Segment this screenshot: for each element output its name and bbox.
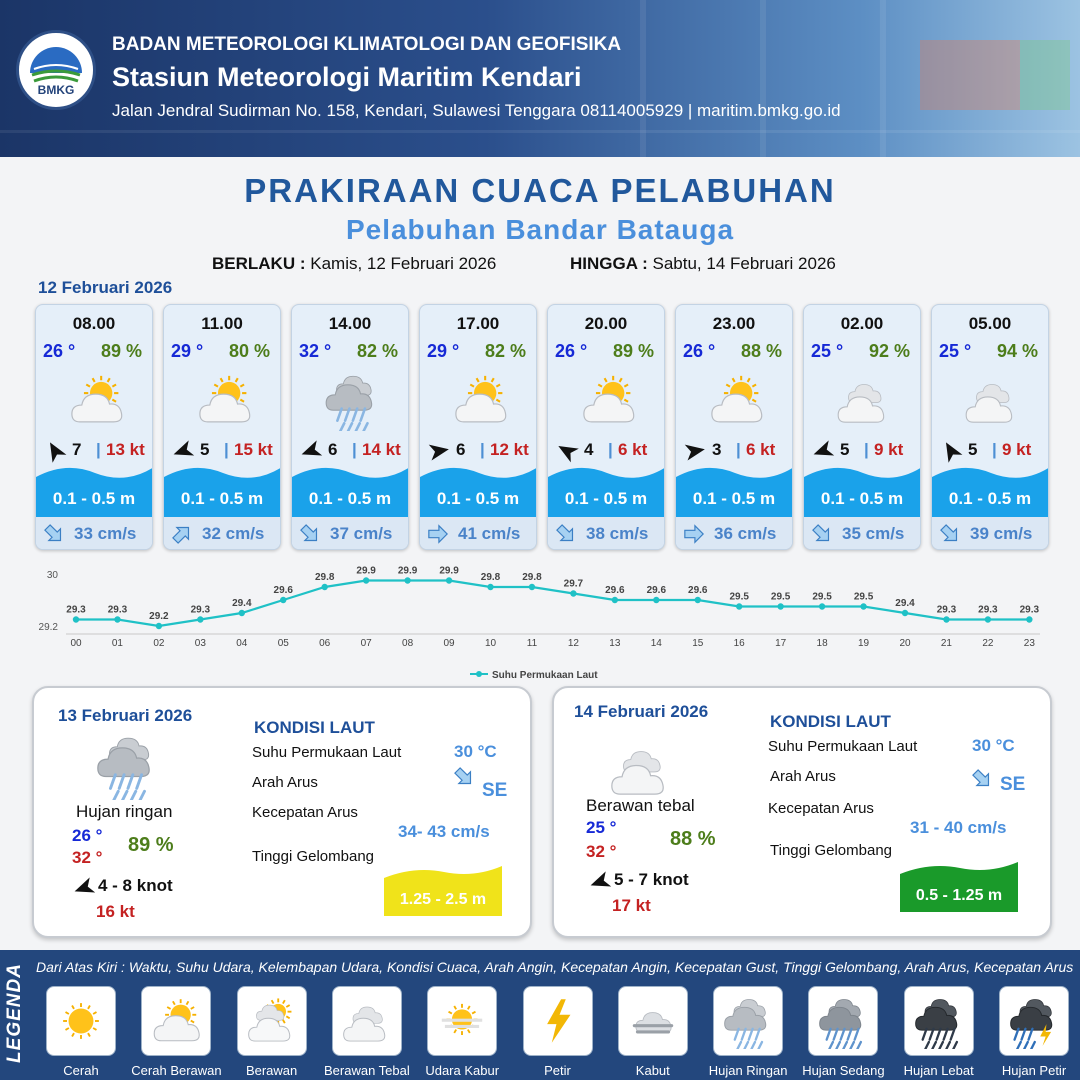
temp-max: 32 ° bbox=[586, 842, 617, 861]
current-direction-arrow-icon bbox=[810, 523, 834, 545]
current-direction-arrow-icon bbox=[452, 766, 476, 790]
current-direction-arrow-icon bbox=[970, 768, 994, 792]
sst-label: Suhu Permukaan Laut bbox=[252, 744, 402, 761]
x-tick-label: 18 bbox=[816, 638, 828, 649]
legend-berawan-icon bbox=[237, 986, 307, 1056]
current-speed: 33 cm/s bbox=[74, 524, 137, 543]
day-wind: 5 - 7 knot bbox=[614, 870, 689, 889]
day-condition: Berawan tebal bbox=[586, 796, 695, 815]
sst-data-label: 29.3 bbox=[978, 604, 998, 616]
separator: | bbox=[352, 440, 357, 459]
sst-data-label: 29.6 bbox=[646, 585, 667, 596]
air-temperature: 25 ° bbox=[811, 341, 844, 361]
wave-height: 0.1 - 0.5 m bbox=[436, 489, 520, 508]
sst-point bbox=[902, 610, 908, 616]
x-tick-label: 05 bbox=[277, 638, 289, 649]
legend-title bbox=[0, 950, 30, 1080]
forecast-time: 20.00 bbox=[584, 314, 628, 333]
day-condition: Hujan ringan bbox=[76, 802, 173, 821]
weather-cerah-berawan-icon bbox=[700, 369, 772, 431]
forecast-card bbox=[163, 304, 281, 550]
page-title: PRAKIRAAN CUACA PELABUHAN bbox=[244, 172, 836, 209]
x-tick-label: 16 bbox=[733, 638, 745, 649]
sst-point bbox=[695, 597, 701, 603]
current-direction-label: Arah Arus bbox=[770, 768, 836, 785]
sst-point bbox=[653, 597, 659, 603]
sst-line-chart bbox=[30, 560, 1050, 680]
legend-hujan-petir-icon bbox=[999, 986, 1069, 1056]
separator: | bbox=[736, 440, 741, 459]
weather-hujan-ringan-icon bbox=[92, 730, 162, 800]
forecast-card bbox=[547, 304, 665, 550]
sst-point bbox=[322, 584, 328, 590]
wave-height: 0.1 - 0.5 m bbox=[308, 489, 392, 508]
x-tick-label: 11 bbox=[526, 638, 538, 649]
sst-point bbox=[943, 616, 949, 622]
separator: | bbox=[608, 440, 613, 459]
x-tick-label: 07 bbox=[360, 638, 372, 649]
air-temperature: 25 ° bbox=[939, 341, 972, 361]
sst-point bbox=[777, 603, 783, 609]
legend-label: Berawan Tebal bbox=[324, 1063, 410, 1078]
current-direction-arrow-icon bbox=[42, 523, 66, 545]
x-tick-label: 09 bbox=[443, 638, 455, 649]
sst-data-label: 29.3 bbox=[936, 604, 957, 616]
wave-height: 0.1 - 0.5 m bbox=[180, 489, 264, 508]
legend-title-text: LEGENDA bbox=[4, 963, 25, 1063]
x-tick-label: 17 bbox=[775, 638, 787, 649]
wave-height-box bbox=[384, 866, 502, 916]
gust-speed: 15 kt bbox=[234, 440, 273, 459]
day-date: 14 Februari 2026 bbox=[574, 702, 709, 721]
sst-point bbox=[197, 616, 203, 622]
legend-hujan-lebat-icon bbox=[904, 986, 974, 1056]
separator: | bbox=[864, 440, 869, 459]
current-row bbox=[804, 517, 921, 550]
sst-value: 30 °C bbox=[972, 736, 1015, 755]
current-direction-label: Arah Arus bbox=[252, 774, 318, 791]
x-tick-label: 08 bbox=[402, 638, 414, 649]
humidity: 92 % bbox=[868, 341, 910, 361]
gust-speed: 6 kt bbox=[746, 440, 776, 459]
current-speed: 37 cm/s bbox=[330, 524, 393, 543]
humidity: 82 % bbox=[484, 341, 526, 361]
air-temperature: 29 ° bbox=[427, 341, 460, 361]
valid-to-label: HINGGA : bbox=[570, 254, 648, 273]
sst-series-line bbox=[76, 578, 1029, 627]
gust-speed: 9 kt bbox=[874, 440, 904, 459]
sst-point bbox=[612, 597, 618, 603]
sst-data-label: 29.3 bbox=[1019, 604, 1040, 616]
weather-hujan-ringan-icon bbox=[316, 369, 388, 431]
wind-speed: 6 bbox=[456, 440, 466, 459]
current-speed: 41 cm/s bbox=[458, 524, 521, 543]
sst-point bbox=[363, 577, 369, 583]
air-temperature: 26 ° bbox=[43, 341, 76, 361]
sst-point bbox=[860, 603, 866, 609]
current-row bbox=[164, 517, 281, 550]
legend-petir-icon bbox=[523, 986, 593, 1056]
legend-label: Cerah Berawan bbox=[131, 1063, 222, 1078]
x-tick-label: 02 bbox=[153, 638, 165, 649]
wind-direction-arrow-icon bbox=[588, 870, 608, 890]
legend-hujan-sedang-icon bbox=[808, 986, 878, 1056]
wave-height: 0.1 - 0.5 m bbox=[52, 489, 136, 508]
forecast-card bbox=[419, 304, 537, 550]
air-temperature: 32 ° bbox=[299, 341, 332, 361]
legend-label: Hujan Sedang bbox=[802, 1063, 885, 1078]
current-speed-value: 34- 43 cm/s bbox=[398, 822, 490, 841]
legend-label: Petir bbox=[544, 1063, 571, 1078]
x-tick-label: 14 bbox=[650, 638, 662, 649]
sst-point bbox=[1026, 616, 1032, 622]
current-direction-arrow-icon bbox=[298, 523, 322, 545]
sst-data-label: 29.8 bbox=[314, 572, 335, 583]
x-tick-label: 22 bbox=[982, 638, 994, 649]
legend-kabut-icon bbox=[618, 986, 688, 1056]
sst-data-label: 29.6 bbox=[605, 585, 625, 596]
sst-point bbox=[446, 577, 452, 583]
sst-data-label: 29.9 bbox=[356, 565, 376, 577]
separator: | bbox=[992, 440, 997, 459]
x-tick-label: 03 bbox=[194, 638, 206, 649]
humidity: 89 % bbox=[612, 341, 654, 361]
legend-label: Kabut bbox=[635, 1063, 670, 1078]
day-panel bbox=[552, 686, 1052, 938]
day-date: 13 Februari 2026 bbox=[58, 706, 193, 725]
forecast-card bbox=[803, 304, 921, 550]
valid-from-date: Kamis, 12 Februari 2026 bbox=[310, 254, 497, 273]
sst-point bbox=[570, 590, 576, 596]
legend-label: Udara Kabur bbox=[425, 1063, 500, 1078]
wave-height: 0.1 - 0.5 m bbox=[564, 489, 648, 508]
current-speed: 39 cm/s bbox=[970, 524, 1033, 543]
x-tick-label: 10 bbox=[484, 638, 497, 649]
current-direction-value: SE bbox=[1000, 774, 1026, 795]
x-tick-label: 23 bbox=[1023, 638, 1035, 649]
day-gust: 16 kt bbox=[96, 902, 135, 921]
sst-data-label: 29.9 bbox=[439, 565, 459, 577]
sst-data-label: 29.5 bbox=[853, 591, 874, 603]
weather-cerah-berawan-icon bbox=[444, 369, 516, 431]
current-direction-arrow-icon bbox=[554, 523, 578, 545]
weather-berawan-tebal-icon bbox=[956, 369, 1028, 431]
sst-point bbox=[487, 584, 493, 590]
sst-point bbox=[819, 603, 825, 609]
separator: | bbox=[96, 440, 101, 459]
legend-cerah-icon bbox=[46, 986, 116, 1056]
air-temperature: 26 ° bbox=[555, 341, 588, 361]
forecast-card bbox=[35, 304, 153, 550]
sst-point bbox=[985, 616, 991, 622]
day-gust: 17 kt bbox=[612, 896, 651, 915]
sst-point bbox=[404, 577, 410, 583]
x-tick-label: 19 bbox=[857, 638, 870, 649]
current-direction-arrow-icon bbox=[938, 523, 962, 545]
sst-label: Suhu Permukaan Laut bbox=[768, 738, 918, 755]
y-tick-label: 30 bbox=[46, 570, 58, 581]
valid-from bbox=[212, 254, 496, 274]
legend-udara-kabur-icon bbox=[427, 986, 497, 1056]
sst-data-label: 29.7 bbox=[563, 578, 584, 590]
current-speed-label: Kecepatan Arus bbox=[768, 800, 874, 817]
gust-speed: 9 kt bbox=[1002, 440, 1032, 459]
gust-speed: 14 kt bbox=[362, 440, 401, 459]
wave-height: 0.1 - 0.5 m bbox=[948, 489, 1032, 508]
weather-cerah-berawan-icon bbox=[60, 369, 132, 431]
sst-point bbox=[156, 623, 162, 629]
current-speed-value: 31 - 40 cm/s bbox=[910, 818, 1007, 837]
bmkg-logo bbox=[16, 30, 96, 110]
sst-point bbox=[239, 610, 245, 616]
x-tick-label: 06 bbox=[319, 638, 331, 649]
forecast-time: 11.00 bbox=[201, 314, 243, 333]
sst-data-label: 29.3 bbox=[66, 604, 86, 616]
day-humidity: 89 % bbox=[128, 834, 174, 856]
humidity: 80 % bbox=[228, 341, 270, 361]
forecast-time: 02.00 bbox=[840, 314, 884, 333]
gust-speed: 13 kt bbox=[106, 440, 145, 459]
legend-marker bbox=[476, 671, 482, 677]
current-row bbox=[676, 517, 793, 550]
current-direction-arrow-icon bbox=[170, 523, 194, 545]
weather-berawan-tebal-icon bbox=[828, 369, 900, 431]
humidity: 82 % bbox=[356, 341, 398, 361]
sst-data-label: 29.4 bbox=[895, 598, 915, 609]
wind-speed: 6 bbox=[328, 440, 338, 459]
current-direction-value: SE bbox=[482, 780, 508, 801]
forecast-card bbox=[931, 304, 1049, 550]
day-wind: 4 - 8 knot bbox=[98, 876, 173, 895]
separator: | bbox=[480, 440, 485, 459]
weather-berawan-tebal-icon bbox=[606, 734, 676, 804]
temp-max: 32 ° bbox=[72, 848, 103, 867]
sst-data-label: 29.6 bbox=[273, 585, 293, 596]
x-tick-label: 04 bbox=[236, 638, 248, 649]
current-speed: 38 cm/s bbox=[586, 524, 649, 543]
sea-condition-title: KONDISI LAUT bbox=[254, 718, 375, 737]
current-row bbox=[36, 517, 153, 550]
legend-label: Cerah bbox=[63, 1063, 99, 1078]
current-direction-arrow-icon bbox=[682, 523, 706, 545]
x-tick-label: 00 bbox=[70, 638, 82, 649]
sst-data-label: 29.8 bbox=[480, 572, 501, 583]
station-contact: Jalan Jendral Sudirman No. 158, Kendari, Sulawesi Tenggara 08114005929 | maritim.bmkg.go.id bbox=[112, 101, 841, 120]
weather-cerah-berawan-icon bbox=[188, 369, 260, 431]
separator: | bbox=[224, 440, 229, 459]
sst-point bbox=[73, 616, 79, 622]
weather-cerah-berawan-icon bbox=[572, 369, 644, 431]
sst-data-label: 29.4 bbox=[232, 598, 252, 609]
sst-data-label: 29.5 bbox=[812, 591, 832, 603]
wave-height-box bbox=[900, 862, 1018, 912]
sst-point bbox=[529, 584, 535, 590]
sea-condition-title: KONDISI LAUT bbox=[770, 712, 891, 731]
wind-speed: 4 bbox=[584, 440, 594, 459]
wind-speed: 5 bbox=[200, 440, 210, 459]
x-tick-label: 12 bbox=[567, 638, 579, 649]
wave-label: Tinggi Gelombang bbox=[770, 842, 893, 859]
y-tick-label: 29.2 bbox=[38, 622, 58, 633]
day1-date: 12 Februari 2026 bbox=[38, 278, 173, 297]
legend-label: Berawan bbox=[245, 1063, 298, 1078]
humidity: 94 % bbox=[996, 341, 1038, 361]
current-speed: 32 cm/s bbox=[202, 524, 265, 543]
agency-name: BADAN METEOROLOGI KLIMATOLOGI DAN GEOFISIKA bbox=[112, 34, 622, 55]
air-temperature: 26 ° bbox=[683, 341, 716, 361]
day-panel bbox=[32, 686, 532, 938]
sst-data-label: 29.9 bbox=[397, 565, 418, 577]
port-name: Pelabuhan Bandar Batauga bbox=[345, 214, 735, 245]
valid-to bbox=[570, 254, 836, 274]
forecast-time: 14.00 bbox=[328, 314, 372, 333]
sst-value: 30 °C bbox=[454, 742, 497, 761]
sst-data-label: 29.3 bbox=[107, 604, 128, 616]
chart-legend-label: Suhu Permukaan Laut bbox=[492, 670, 598, 680]
gust-speed: 6 kt bbox=[618, 440, 648, 459]
current-row bbox=[932, 517, 1049, 550]
x-tick-label: 15 bbox=[692, 638, 704, 649]
current-speed: 36 cm/s bbox=[714, 524, 777, 543]
sst-data-label: 29.8 bbox=[522, 572, 542, 583]
legend-label: Hujan Ringan bbox=[708, 1063, 788, 1078]
legend-cerah-berawan-icon bbox=[141, 986, 211, 1056]
x-tick-label: 13 bbox=[609, 638, 621, 649]
current-row bbox=[420, 517, 537, 550]
forecast-time: 08.00 bbox=[72, 314, 116, 333]
temp-min: 26 ° bbox=[72, 826, 103, 845]
current-row bbox=[548, 517, 665, 550]
x-tick-label: 20 bbox=[899, 638, 911, 649]
legend-berawan-tebal-icon bbox=[332, 986, 402, 1056]
sst-data-label: 29.6 bbox=[688, 585, 708, 596]
forecast-card bbox=[291, 304, 409, 550]
day-humidity: 88 % bbox=[670, 828, 716, 850]
valid-from-label: BERLAKU : bbox=[212, 254, 306, 273]
sst-data-label: 29.5 bbox=[729, 591, 749, 603]
legend-label: Hujan Petir bbox=[1001, 1063, 1067, 1078]
wind-speed: 5 bbox=[840, 440, 850, 459]
sst-data-label: 29.5 bbox=[770, 591, 791, 603]
wave-height: 0.1 - 0.5 m bbox=[692, 489, 776, 508]
humidity: 88 % bbox=[740, 341, 782, 361]
wave-height-value: 1.25 - 2.5 m bbox=[399, 891, 487, 908]
wave-height: 0.1 - 0.5 m bbox=[820, 489, 904, 508]
wave-label: Tinggi Gelombang bbox=[252, 848, 375, 865]
gust-speed: 12 kt bbox=[490, 440, 529, 459]
sst-data-label: 29.2 bbox=[149, 611, 169, 622]
air-temperature: 29 ° bbox=[171, 341, 204, 361]
legend-description: Dari Atas Kiri : Waktu, Suhu Udara, Kelembapan Udara, Kondisi Cuaca, Arah Angin, Kecepatan Angin, Kecepatan Gust, Tinggi Gelombang, Arah Arus, Kecepatan Arus bbox=[36, 959, 1074, 975]
wind-direction-arrow-icon bbox=[72, 876, 92, 896]
sst-point bbox=[736, 603, 742, 609]
x-tick-label: 21 bbox=[940, 638, 953, 649]
sst-data-label: 29.3 bbox=[190, 604, 211, 616]
temp-min: 25 ° bbox=[586, 818, 617, 837]
humidity: 89 % bbox=[100, 341, 142, 361]
current-speed: 35 cm/s bbox=[842, 524, 905, 543]
current-direction-arrow-icon bbox=[426, 523, 450, 545]
wind-speed: 7 bbox=[72, 440, 82, 459]
current-row bbox=[292, 517, 409, 550]
x-tick-label: 01 bbox=[111, 638, 124, 649]
wind-speed: 3 bbox=[712, 440, 722, 459]
sst-point bbox=[114, 616, 120, 622]
legend-label: Hujan Lebat bbox=[903, 1063, 974, 1078]
legend-hujan-ringan-icon bbox=[713, 986, 783, 1056]
current-speed-label: Kecepatan Arus bbox=[252, 804, 358, 821]
forecast-time: 17.00 bbox=[456, 314, 500, 333]
forecast-card bbox=[675, 304, 793, 550]
valid-to-date: Sabtu, 14 Februari 2026 bbox=[652, 254, 836, 273]
forecast-time: 05.00 bbox=[968, 314, 1012, 333]
station-name: Stasiun Meteorologi Maritim Kendari bbox=[112, 62, 582, 92]
wind-speed: 5 bbox=[968, 440, 978, 459]
sst-point bbox=[280, 597, 286, 603]
bmkg-logo-text: BMKG bbox=[37, 83, 75, 97]
forecast-time: 23.00 bbox=[712, 314, 756, 333]
wave-height-value: 0.5 - 1.25 m bbox=[915, 887, 1003, 904]
